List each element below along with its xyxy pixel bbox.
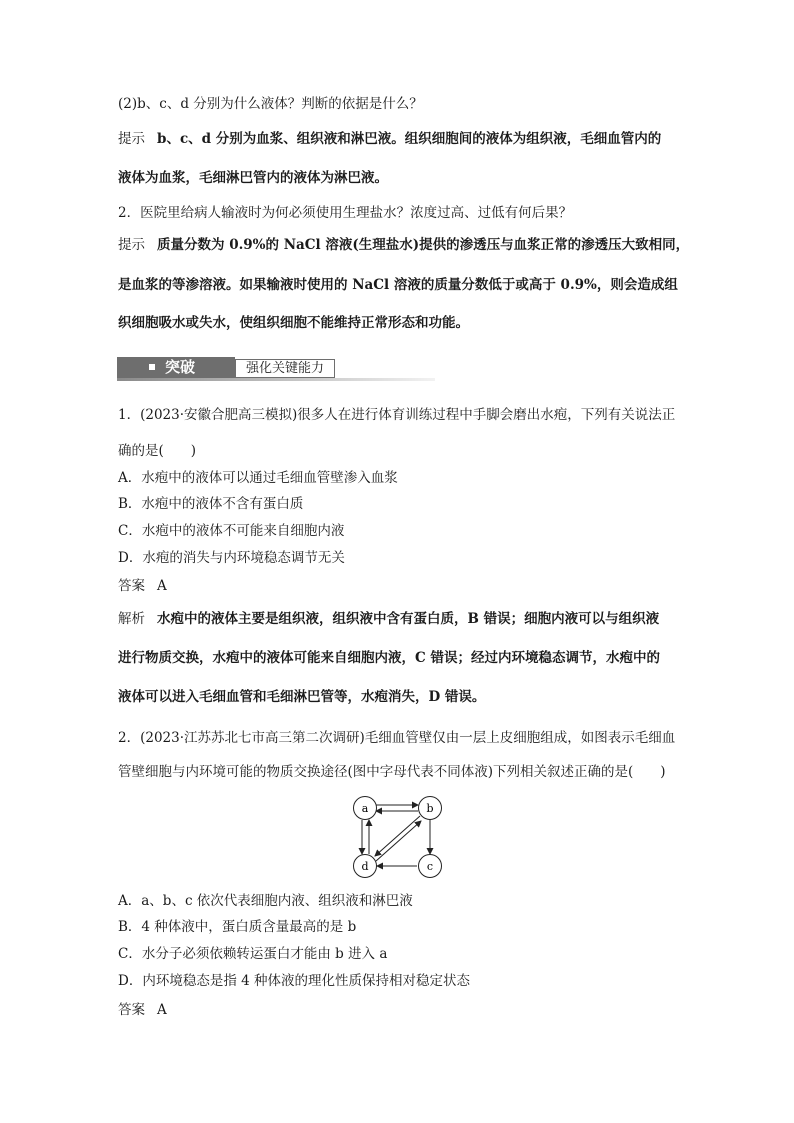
- question-2: 2．医院里给病人输液时为何必须使用生理盐水？浓度过高、过低有何后果？: [118, 205, 573, 221]
- question-1-analysis-line-2: 进行物质交换，水疱中的液体可能来自细胞内液，C 错误；经过内环境稳态调节，水疱中的: [118, 650, 660, 666]
- question-1-stem-line-2: 确的是( ): [118, 443, 197, 459]
- hint-1-line-1: [118, 129, 661, 149]
- hint-label: 提示: [118, 131, 145, 147]
- analysis-label: 解析: [118, 611, 145, 627]
- analysis-text-1: 水疱中的液体主要是组织液，组织液中含有蛋白质，B 错误；细胞内液可以与组织液: [157, 611, 660, 627]
- question-1-analysis-line-3: 液体可以进入毛细血管和毛细淋巴管等，水疱消失，D 错误。: [118, 689, 486, 705]
- hint-2-text-1: 质量分数为 0.9%的 NaCl 溶液(生理盐水)提供的渗透压与血浆正常的渗透压大致相同，: [157, 237, 690, 253]
- question-1-stem-line-1: 1．(2023·安徽合肥高三模拟)很多人在进行体育训练过程中手脚会磨出水疱，下列有关说法正: [118, 407, 676, 423]
- hint-1-text-1: b、c、d 分别为血浆、组织液和淋巴液。组织细胞间的液体为组织液，毛细血管内的: [157, 131, 662, 147]
- question-2b-option-a: A．a、b、c 依次代表细胞内液、组织液和淋巴液: [118, 893, 413, 909]
- banner-title-block: [117, 357, 235, 378]
- node-a-label: a: [361, 802, 369, 815]
- question-1-analysis-line-1: [118, 609, 659, 629]
- answer-value: A: [157, 578, 167, 594]
- banner-subtitle: 强化关键能力: [235, 359, 335, 378]
- answer-label: 答案: [118, 578, 145, 594]
- arrow-d-to-b: [376, 821, 421, 861]
- diagram-svg: [340, 786, 460, 886]
- question-1-option-d: D．水疱的消失与内环境稳态调节无关: [118, 550, 345, 566]
- question-1-option-b: B．水疱中的液体不含有蛋白质: [118, 496, 304, 512]
- question-2-subpart: (2)b、c、d 分别为什么液体？判断的依据是什么？: [118, 96, 423, 112]
- question-2b-stem-line-2: 管壁细胞与内环境可能的物质交换途径(图中字母代表不同体液)下列相关叙述正确的是( ): [118, 764, 666, 780]
- question-1-answer: [118, 576, 167, 596]
- question-1-option-c: C．水疱中的液体不可能来自细胞内液: [118, 523, 345, 539]
- question-2b-option-b: B．4 种体液中，蛋白质含量最高的是 b: [118, 919, 357, 935]
- hint-1-line-2: 液体为血浆，毛细淋巴管内的液体为淋巴液。: [118, 170, 388, 186]
- square-bullet-icon: [149, 364, 155, 370]
- banner-title: 突破: [165, 358, 196, 376]
- banner-underline: [117, 378, 435, 381]
- question-1-option-a: A．水疱中的液体可以通过毛细血管壁渗入血浆: [118, 470, 398, 486]
- question-2b-option-d: D．内环境稳态是指 4 种体液的理化性质保持相对稳定状态: [118, 973, 470, 989]
- question-2b-option-c: C．水分子必须依赖转运蛋白才能由 b 进入 a: [118, 946, 388, 962]
- section-banner: [117, 357, 435, 381]
- body-fluid-exchange-diagram: [340, 786, 460, 886]
- question-2b-answer: [118, 1000, 167, 1020]
- question-2b-stem-line-1: 2．(2023·江苏苏北七市高三第二次调研)毛细血管壁仅由一层上皮细胞组成，如图表示毛细血: [118, 730, 676, 746]
- node-d-label: d: [361, 860, 369, 873]
- hint-label: 提示: [118, 237, 145, 253]
- hint-2-line-1: [118, 235, 689, 255]
- answer-value: A: [157, 1002, 167, 1018]
- answer-label: 答案: [118, 1002, 145, 1018]
- node-b-label: b: [426, 802, 434, 815]
- hint-2-line-3: 织细胞吸水或失水，使组织细胞不能维持正常形态和功能。: [118, 315, 469, 331]
- node-c-label: c: [426, 860, 434, 873]
- arrow-b-to-d: [375, 816, 420, 856]
- hint-2-line-2: 是血浆的等渗溶液。如果输液时使用的 NaCl 溶液的质量分数低于或高于 0.9%，则会造成组: [118, 277, 678, 293]
